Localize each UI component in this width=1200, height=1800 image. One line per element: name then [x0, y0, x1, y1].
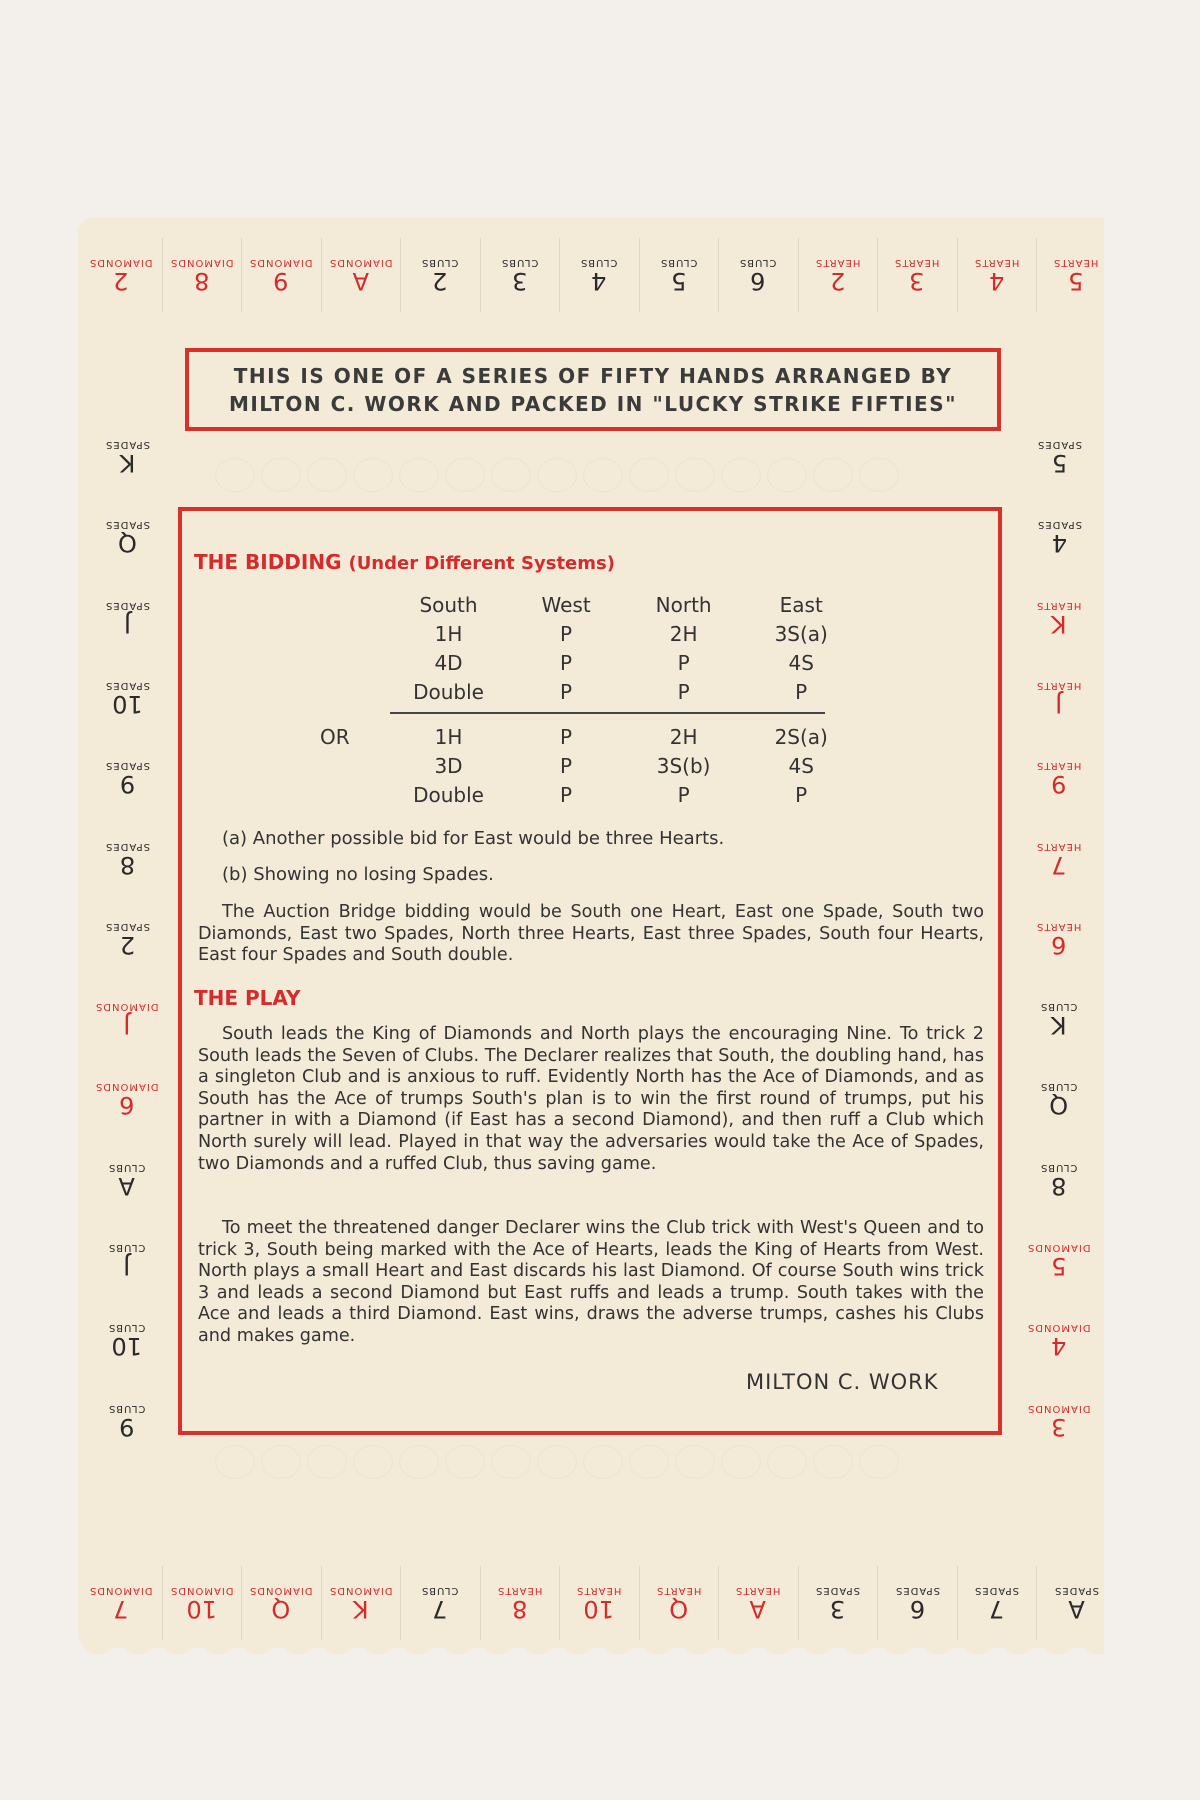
card-suit: SPADES — [894, 1585, 940, 1596]
card-suit: SPADES — [974, 1585, 1019, 1596]
card-tab-top-5-clubs — [639, 238, 718, 312]
bid-cell: 4S — [788, 753, 814, 778]
card-tab-right-9-hearts — [1020, 741, 1098, 815]
card-suit: CLUBS — [500, 257, 539, 268]
card-tab-right-6-hearts — [1020, 902, 1098, 976]
card-rank: 10 — [583, 1595, 615, 1623]
card-tab-bottom-k-diamonds — [321, 1566, 400, 1640]
header-line-2: MILTON C. WORK AND PACKED IN "LUCKY STRIKE FIFTIES" — [228, 391, 958, 416]
card-tab-left-j-clubs — [88, 1223, 166, 1297]
card-tab-label — [656, 1585, 701, 1621]
card-tab-right-8-clubs — [1020, 1143, 1098, 1217]
bid-cell: P — [560, 679, 573, 704]
card-tab-label — [815, 257, 860, 293]
card-tab-label — [421, 257, 458, 293]
card-tab-label — [1040, 1001, 1078, 1040]
card-rank: 3 — [909, 267, 925, 295]
card-tab-label — [170, 257, 234, 293]
card-suit: CLUBS — [421, 1585, 459, 1596]
card-tab-label — [1036, 760, 1082, 799]
card-tab-label — [660, 257, 697, 293]
card-tab-label — [501, 257, 538, 293]
card-tab-label — [1036, 921, 1081, 957]
bid-cell: 2H — [669, 724, 698, 749]
perforation-row-top — [215, 458, 899, 492]
card-rank: A — [118, 1171, 136, 1200]
bid-cell: P — [677, 679, 690, 704]
card-tab-label — [249, 1585, 313, 1621]
bid-cell: Double — [413, 679, 484, 704]
bid-cell: 3S(b) — [656, 753, 711, 778]
card-tab-left-j-spades — [88, 581, 166, 655]
card-suit: SPADES — [104, 920, 150, 932]
card-rank: Q — [669, 1595, 688, 1623]
card-tab-top-5-hearts — [1036, 238, 1115, 312]
card-tab-left-10-spades — [88, 661, 166, 735]
play-paragraph-2: To meet the threatened danger Declarer wins the Club trick with West's Queen and to trick 3, South being marked with the Ace of Hearts, leads the King of Hearts from West. North plays a small Heart and East discards his last Diamond. Of course South wins trick 3 and leads a second Diamond but East ruffs and leads a trump. South takes with the Ace and leads a third Diamond. East wins, draws the adverse trumps, cashes his Clubs and makes game. — [198, 1218, 984, 1346]
card-tab-label — [576, 1585, 621, 1621]
bid-cell: P — [560, 753, 573, 778]
card-rank: 5 — [670, 267, 687, 295]
card-suit: HEARTS — [1036, 599, 1082, 611]
card-rank: 6 — [1051, 930, 1067, 959]
card-tab-label — [1040, 1162, 1077, 1198]
card-suit: DIAMONDS — [95, 1001, 159, 1013]
card-rank: 10 — [186, 1595, 217, 1623]
card-rank: 7 — [988, 1595, 1005, 1623]
card-tab-label — [108, 1322, 146, 1361]
card-rank: 2 — [829, 267, 846, 295]
card-suit: SPADES — [104, 439, 150, 450]
card-rank: 7 — [113, 1595, 129, 1623]
card-suit: DIAMONDS — [1027, 1402, 1091, 1414]
card-suit: HEARTS — [814, 257, 861, 268]
bid-cell: 3D — [434, 753, 463, 778]
bidding-table — [320, 590, 860, 809]
card-tab-left-q-spades — [88, 500, 166, 574]
card-suit: DIAMONDS — [249, 1585, 313, 1596]
card-tab-label — [735, 1585, 780, 1621]
card-tab-label — [497, 1585, 542, 1621]
card-suit: HEARTS — [1036, 840, 1082, 852]
bid-row — [320, 751, 860, 780]
bid-cell: P — [677, 650, 690, 675]
card-tab-label — [1027, 1322, 1091, 1361]
card-suit: HEARTS — [1036, 920, 1082, 932]
card-tab-label — [329, 257, 393, 293]
card-tab-label — [815, 1585, 860, 1621]
bid-row — [320, 648, 860, 677]
card-rank: 4 — [1051, 1332, 1067, 1361]
card-tab-label — [170, 1585, 234, 1621]
card-tab-left-10-clubs — [88, 1303, 166, 1377]
card-suit: SPADES — [1036, 519, 1082, 531]
card-tab-top-3-clubs — [480, 238, 559, 312]
card-rank: K — [1051, 609, 1067, 638]
card-rank: A — [1067, 1595, 1085, 1623]
card-tab-left-9-spades — [88, 741, 166, 815]
card-rank: K — [1051, 1011, 1067, 1040]
card-tab-label — [974, 257, 1019, 293]
card-tab-label — [1040, 1081, 1078, 1120]
bidding-subtitle: (Under Different Systems) — [348, 553, 615, 574]
card-rank: 9 — [119, 1412, 135, 1441]
scalloped-edge-bottom — [78, 1636, 1104, 1666]
header-line-1: THIS IS ONE OF A SERIES OF FIFTY HANDS ARRANGED BY — [233, 363, 953, 388]
card-tab-bottom-7-spades — [957, 1566, 1036, 1640]
bid-cell: P — [560, 621, 573, 646]
bid-cell: 4S — [788, 650, 814, 675]
card-tab-label — [104, 519, 150, 558]
card-rank: 8 — [1051, 1171, 1067, 1200]
card-rank: J — [123, 609, 131, 638]
card-rank: K — [352, 1595, 369, 1623]
card-suit: CLUBS — [580, 257, 618, 268]
card-suit: SPADES — [104, 760, 150, 772]
card-tab-bottom-a-spades — [1036, 1566, 1115, 1640]
card-suit: CLUBS — [108, 1322, 146, 1334]
card-rank: 6 — [119, 1091, 135, 1120]
card-suit: HEARTS — [496, 1585, 543, 1596]
card-tab-bottom-8-hearts — [480, 1566, 559, 1640]
card-rank: 4 — [988, 267, 1005, 295]
card-tab-label — [105, 841, 150, 877]
card-tab-label — [89, 257, 153, 293]
card-rank: 4 — [591, 267, 607, 295]
bidding-divider — [390, 712, 825, 714]
card-tab-right-5-diamonds — [1020, 1223, 1098, 1297]
card-tab-bottom-10-hearts — [559, 1566, 638, 1640]
card-suit: CLUBS — [1040, 1001, 1078, 1013]
card-tab-label — [974, 1585, 1019, 1621]
card-rank: 3 — [829, 1595, 846, 1623]
card-rank: J — [1055, 689, 1063, 718]
card-rank: 10 — [111, 689, 143, 718]
card-suit: CLUBS — [659, 257, 698, 268]
bid-row — [320, 677, 860, 706]
card-rank: 2 — [113, 267, 129, 295]
card-suit: SPADES — [104, 519, 150, 531]
card-tab-label — [105, 921, 150, 957]
card-tab-label — [1036, 841, 1081, 877]
card-rank: 9 — [119, 770, 135, 799]
card-rank: 7 — [432, 1595, 448, 1623]
card-rank: 5 — [1051, 1252, 1067, 1280]
card-tab-right-k-clubs — [1020, 982, 1098, 1056]
col-north: North — [655, 592, 712, 617]
col-west: West — [541, 592, 591, 617]
card-suit: DIAMONDS — [95, 1081, 159, 1093]
card-suit: CLUBS — [108, 1242, 146, 1253]
card-rank: Q — [271, 1595, 291, 1623]
card-suit: HEARTS — [1036, 760, 1082, 772]
card-tab-top-3-hearts — [877, 238, 956, 312]
card-tab-label — [421, 1585, 458, 1621]
card-rank: J — [123, 1011, 131, 1040]
card-tab-label — [95, 1081, 159, 1120]
bidding-heading — [194, 550, 615, 574]
bid-row — [320, 722, 860, 751]
card-tab-label — [108, 1403, 145, 1439]
card-tab-bottom-q-hearts — [639, 1566, 718, 1640]
bid-cell: 1H — [434, 724, 463, 749]
card-suit: HEARTS — [894, 257, 940, 268]
card-rank: 8 — [119, 850, 135, 879]
card-tab-label — [108, 1242, 145, 1278]
bid-cell: P — [795, 782, 808, 807]
card-rank: 5 — [1051, 449, 1067, 477]
card-tab-right-4-diamonds — [1020, 1303, 1098, 1377]
card-tab-top-2-clubs — [400, 238, 479, 312]
card-tab-top-2-hearts — [798, 238, 877, 312]
card-tab-left-9-clubs — [88, 1384, 166, 1458]
card-tab-bottom-7-clubs — [400, 1566, 479, 1640]
card-suit: DIAMONDS — [169, 257, 234, 268]
card-rank: 8 — [511, 1595, 528, 1623]
series-header-box — [185, 348, 1001, 431]
card-tab-top-9-diamonds — [241, 238, 320, 312]
card-suit: SPADES — [104, 840, 150, 852]
card-suit: DIAMONDS — [1027, 1322, 1091, 1334]
card-tab-right-7-hearts — [1020, 822, 1098, 896]
card-tab-label — [1037, 439, 1082, 475]
card-rank: K — [119, 449, 135, 477]
bid-cell: 3S(a) — [774, 621, 828, 646]
card-rank: 8 — [193, 267, 210, 295]
card-rank: 3 — [511, 267, 528, 295]
card-tab-label — [1053, 257, 1098, 293]
card-tab-right-k-hearts — [1020, 581, 1098, 655]
card-tab-label — [108, 1162, 145, 1198]
card-tab-top-8-diamonds — [162, 238, 241, 312]
card-tab-label — [105, 680, 150, 716]
bid-cell: P — [795, 679, 808, 704]
card-suit: HEARTS — [1053, 257, 1099, 268]
card-tab-label — [105, 439, 150, 475]
card-suit: SPADES — [1036, 439, 1082, 450]
card-suit: DIAMONDS — [249, 257, 313, 268]
play-heading: THE PLAY — [194, 986, 301, 1010]
card-tab-label — [249, 257, 313, 293]
card-rank: 7 — [1051, 850, 1067, 879]
card-tab-top-4-clubs — [559, 238, 638, 312]
bid-cell: P — [560, 724, 573, 749]
card-tab-left-2-spades — [88, 902, 166, 976]
card-tab-bottom-6-spades — [877, 1566, 956, 1640]
card-tab-left-k-spades — [88, 420, 166, 494]
card-suit: CLUBS — [1040, 1161, 1078, 1173]
card-suit: SPADES — [815, 1585, 860, 1596]
card-rank: A — [352, 267, 369, 295]
card-suit: CLUBS — [1040, 1081, 1078, 1093]
or-label: OR — [320, 724, 350, 749]
card-rank: 9 — [1051, 770, 1067, 799]
card-rank: 2 — [432, 267, 448, 295]
card-rank: 5 — [1068, 267, 1084, 295]
card-rank: 10 — [111, 1332, 143, 1361]
card-suit: DIAMONDS — [328, 1585, 393, 1596]
card-tab-label — [104, 760, 150, 799]
card-suit: CLUBS — [739, 257, 777, 268]
bid-cell: 4D — [434, 650, 463, 675]
card-rank: A — [749, 1595, 767, 1623]
bid-cell: P — [560, 650, 573, 675]
bid-cell: 1H — [434, 621, 463, 646]
card-rank: Q — [1049, 1091, 1069, 1120]
bidding-title: THE BIDDING — [194, 550, 342, 574]
card-suit: CLUBS — [108, 1161, 146, 1173]
card-tab-label — [1027, 1403, 1091, 1439]
card-tab-right-5-spades — [1020, 420, 1098, 494]
card-tab-label — [105, 600, 150, 636]
bid-cell: Double — [413, 782, 484, 807]
card-tab-label — [95, 1001, 159, 1040]
card-tab-top-2-diamonds — [82, 238, 160, 312]
card-tab-bottom-7-diamonds — [82, 1566, 160, 1640]
note-a: (a) Another possible bid for East would be three Hearts. — [222, 828, 725, 849]
card-rank: 4 — [1051, 529, 1067, 558]
card-tab-right-4-spades — [1020, 500, 1098, 574]
bid-cell: 2S(a) — [774, 724, 828, 749]
play-paragraph-1: South leads the King of Diamonds and North plays the encouraging Nine. To trick 2 South leads the Seven of Clubs. The Declarer realizes that South, the doubling hand, has a singleton Club and is anxious to ruff. Evidently North has the Ace of Diamonds, and as South has the Ace of trumps South's plan is to win the first round of trumps, put his partner in with a Diamond (if East has a second Diamond), and then ruff a Club which North surely will lead. Played in that way the adversaries would take the Ace of Spades, two Diamonds and a ruffed Club, thus saving game. — [198, 1024, 984, 1174]
card-suit: CLUBS — [421, 257, 459, 268]
card-tab-bottom-10-diamonds — [162, 1566, 241, 1640]
bid-cell: 2H — [669, 621, 698, 646]
card-tab-label — [739, 257, 776, 293]
card-tab-left-6-diamonds — [88, 1062, 166, 1136]
card-suit: HEARTS — [735, 1585, 781, 1596]
card-suit: DIAMONDS — [89, 257, 153, 268]
card-suit: SPADES — [104, 599, 150, 611]
card-tab-label — [1054, 1585, 1099, 1621]
card-tab-bottom-3-spades — [798, 1566, 877, 1640]
col-south: South — [419, 592, 478, 617]
signature: MILTON C. WORK — [746, 1370, 939, 1394]
card-rank: 3 — [1051, 1412, 1067, 1441]
card-suit: SPADES — [104, 679, 150, 691]
card-suit: HEARTS — [576, 1585, 622, 1596]
card-tab-label — [329, 1585, 393, 1621]
card-rank: J — [123, 1252, 131, 1280]
card-tab-label — [1036, 519, 1082, 558]
scalloped-edge-top — [78, 206, 1104, 236]
card-tab-label — [895, 1585, 940, 1621]
card-tab-left-a-clubs — [88, 1143, 166, 1217]
card-tab-left-8-spades — [88, 822, 166, 896]
card-rank: 2 — [119, 930, 135, 959]
auction-bridge-paragraph: The Auction Bridge bidding would be South one Heart, East one Spade, South two Diamonds, East two Spades, North three Hearts, East three Spades, South four Hearts, East four Spades and South double. — [198, 902, 984, 966]
bid-cell: P — [560, 782, 573, 807]
card-tab-label — [894, 257, 939, 293]
bidding-header-row — [320, 590, 860, 619]
card-rank: 9 — [273, 267, 289, 295]
card-suit: HEARTS — [973, 257, 1020, 268]
card-tab-bottom-q-diamonds — [241, 1566, 320, 1640]
card-tab-top-4-hearts — [957, 238, 1036, 312]
bid-row — [320, 619, 860, 648]
card-suit: DIAMONDS — [169, 1585, 234, 1596]
card-tab-label — [1027, 1242, 1091, 1278]
card-tab-label — [1036, 600, 1081, 636]
card-suit: HEARTS — [1036, 679, 1082, 691]
card-tab-label — [1036, 680, 1081, 716]
card-tab-top-a-diamonds — [321, 238, 400, 312]
card-suit: DIAMONDS — [1027, 1242, 1091, 1253]
note-b: (b) Showing no losing Spades. — [222, 864, 494, 885]
bid-cell: P — [677, 782, 690, 807]
card-suit: HEARTS — [655, 1585, 702, 1596]
card-tab-label — [580, 257, 617, 293]
card-tab-top-6-clubs — [718, 238, 797, 312]
card-rank: Q — [117, 529, 137, 558]
card-tab-bottom-a-hearts — [718, 1566, 797, 1640]
card-tab-right-j-hearts — [1020, 661, 1098, 735]
card-suit: DIAMONDS — [328, 257, 393, 268]
col-east: East — [779, 592, 823, 617]
card-suit: CLUBS — [108, 1402, 146, 1414]
card-tab-left-j-diamonds — [88, 982, 166, 1056]
card-tab-right-3-diamonds — [1020, 1384, 1098, 1458]
card-rank: 6 — [750, 267, 766, 295]
card-rank: 6 — [909, 1595, 925, 1623]
card-suit: SPADES — [1053, 1585, 1099, 1596]
card-suit: DIAMONDS — [89, 1585, 153, 1596]
perforation-row-bottom — [215, 1445, 899, 1479]
card-tab-right-q-clubs — [1020, 1062, 1098, 1136]
bid-row — [320, 780, 860, 809]
card-tab-label — [89, 1585, 153, 1621]
